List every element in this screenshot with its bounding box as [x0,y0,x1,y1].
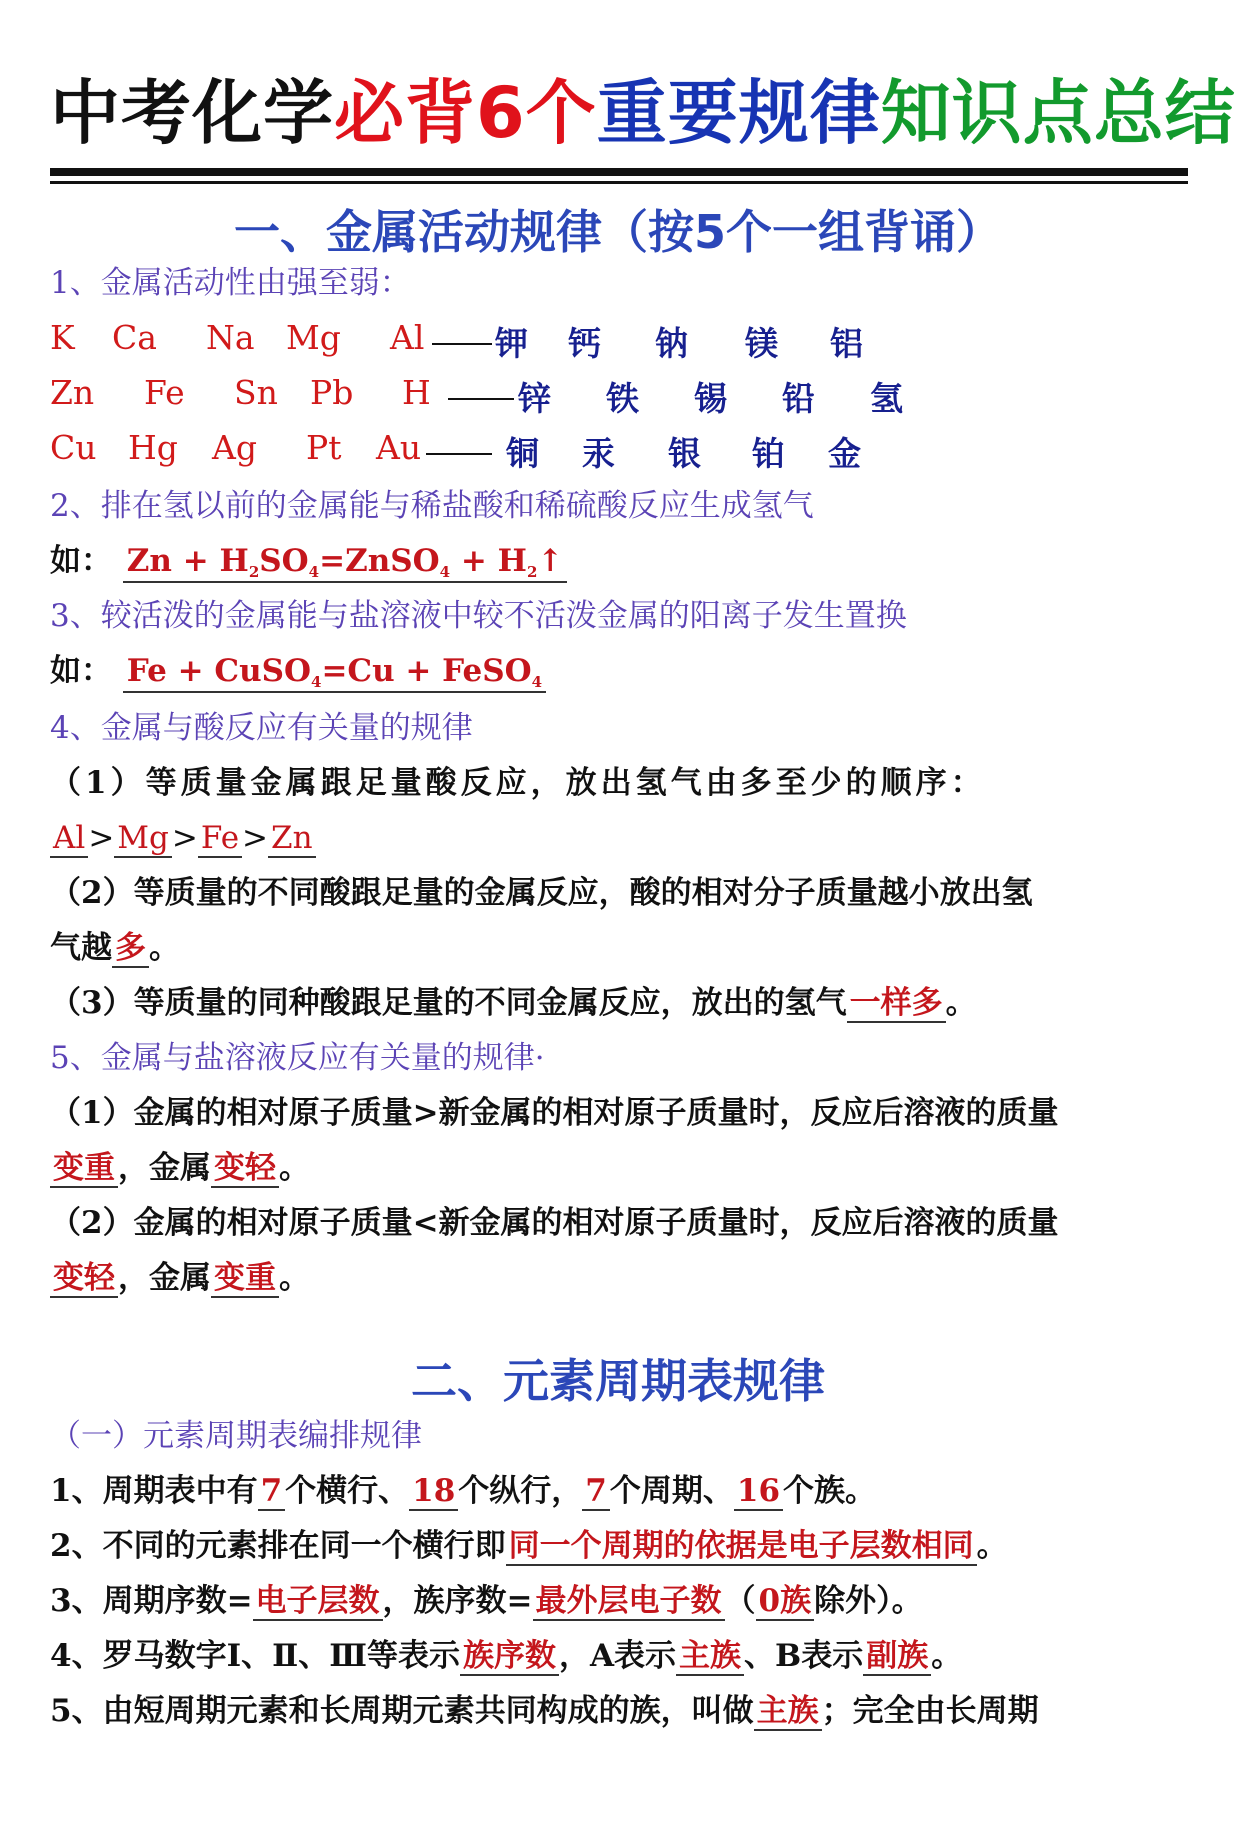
formula-sub: 4 [311,673,322,691]
example-label: 如： [50,653,112,689]
dash-line [448,398,514,400]
s1-item-5-1-cont [50,1150,310,1187]
text: 。 [931,1638,963,1674]
answer: 16 [734,1473,783,1511]
text: 个横行、 [285,1473,410,1509]
metal-name: 铁 [606,379,639,418]
metal-name: 钠 [655,324,688,363]
metal-symbol: H [402,373,431,412]
text: ，金属 [118,1150,211,1186]
text: 2、不同的元素排在同一个横行即 [50,1528,506,1564]
s1-example-1 [50,543,567,581]
answer: 18 [409,1473,458,1511]
text: ，族序数= [382,1583,533,1619]
s1-item-4-2-cont [50,930,180,967]
s2-line-5 [50,1693,1039,1730]
text: ，金属 [118,1260,211,1296]
s1-item-4-2: （2）等质量的不同酸跟足量的金属反应，酸的相对分子质量越小放出氢 [50,875,1033,911]
order-sep: > [242,820,269,856]
metal-name: 汞 [582,434,615,473]
metal-name: 钙 [568,324,601,363]
text: 。 [945,985,977,1021]
title-part-4: 知识点总结 [880,72,1236,154]
s1-item-5: 5、金属与盐溶液反应有关量的规律· [50,1040,545,1076]
section-1-heading: 一、金属活动规律（按5个一组背诵） [233,205,1002,259]
s2-subheading: （一）元素周期表编排规律 [50,1418,422,1454]
metal-name: 金 [828,434,861,473]
answer: 族序数 [460,1638,559,1676]
answer: 7 [582,1473,610,1511]
formula-sub: 4 [531,673,543,691]
text: 、B表示 [744,1638,864,1674]
text: 个周期、 [609,1473,734,1509]
title-rule-thick [50,168,1188,176]
metal-symbol: Au [376,428,422,467]
metal-name: 锡 [694,379,727,418]
answer: 主族 [676,1638,744,1676]
metal-name: 钾 [495,324,528,363]
formula-fe-cuso4 [123,653,546,693]
text: ；完全由长周期 [821,1693,1039,1729]
metal-symbol: Ag [212,428,257,467]
metal-symbol: Ca [112,318,157,357]
metal-name: 锌 [518,379,551,418]
text: ，A表示 [558,1638,677,1674]
text: 气越 [50,930,112,966]
metal-symbol: Pb [310,373,354,412]
metal-symbol: Sn [234,373,278,412]
metal-name: 银 [668,434,701,473]
order-item: Fe [198,820,242,858]
answer: 变轻 [50,1260,118,1298]
text: 除外）。 [814,1583,923,1619]
answer: 多 [112,930,149,968]
formula-part: Fe + CuSO [126,653,311,689]
text: 5、由短周期元素和长周期元素共同构成的族，叫做 [50,1693,754,1729]
s2-line-1 [50,1473,876,1510]
answer: 主族 [754,1693,822,1731]
s1-example-2 [50,653,546,691]
s1-item-4-1: （1）等质量金属跟足量酸反应，放出氢气由多至少的顺序： [50,765,986,801]
example-label: 如： [50,543,112,579]
dash-line [426,453,492,455]
s2-line-3 [50,1583,923,1620]
answer: 7 [258,1473,286,1511]
formula-part: Zn + H [126,543,249,579]
order-item: Mg [114,820,172,858]
answer: 0族 [756,1583,815,1621]
text: 个族。 [783,1473,877,1509]
metal-name: 氢 [870,379,903,418]
answer: 变重 [211,1260,279,1298]
metal-name: 铂 [752,434,785,473]
s1-item-4: 4、金属与酸反应有关量的规律 [50,710,473,746]
metal-symbol: K [50,318,75,357]
s1-order [50,820,316,857]
text: 3、周期序数= [50,1583,253,1619]
metal-symbol: Pt [306,428,342,467]
metal-symbol: Cu [50,428,97,467]
answer: 副族 [863,1638,931,1676]
answer: 同一个周期的依据是电子层数相同 [506,1528,977,1566]
formula-sub: 4 [439,563,451,581]
title-part-1: 中考化学 [50,72,334,154]
formula-part: ↑ [537,543,564,579]
metal-symbol: Mg [286,318,341,357]
s1-item-1: 1、金属活动性由强至弱： [50,265,411,301]
title-rule-thin [50,181,1188,184]
s2-line-2 [50,1528,1008,1565]
section-2-heading: 二、元素周期表规律 [411,1354,825,1408]
order-sep: > [171,820,198,856]
page-title [50,72,1236,154]
text: 1、周期表中有 [50,1473,258,1509]
metal-symbol: Al [390,318,425,357]
metal-symbol: Na [206,318,255,357]
formula-zn-h2so4 [123,543,568,583]
answer: 变轻 [211,1150,279,1188]
metal-symbol: Hg [128,428,178,467]
metal-name: 铜 [506,434,539,473]
formula-part: SO [259,543,309,579]
answer: 电子层数 [253,1583,383,1621]
metal-symbol: Zn [50,373,95,412]
s1-item-5-2-cont [50,1260,310,1297]
metal-symbol: Fe [144,373,185,412]
answer: 变重 [50,1150,118,1188]
s1-item-5-1: （1）金属的相对原子质量>新金属的相对原子质量时，反应后溶液的质量 [50,1095,1059,1131]
title-part-2: 必背6个 [334,72,597,154]
metal-name: 镁 [745,324,778,363]
text: 个纵行， [458,1473,583,1509]
metal-name: 铝 [830,324,863,363]
s1-item-3: 3、较活泼的金属能与盐溶液中较不活泼金属的阳离子发生置换 [50,598,907,634]
formula-part: =Cu + FeSO [321,653,532,689]
answer: 最外层电子数 [533,1583,725,1621]
text: 。 [976,1528,1008,1564]
order-sep: > [88,820,115,856]
formula-sub: 2 [248,563,260,581]
metal-name: 铅 [782,379,815,418]
text: 。 [279,1260,310,1296]
s1-item-2: 2、排在氢以前的金属能与稀盐酸和稀硫酸反应生成氢气 [50,488,814,524]
text: 。 [279,1150,310,1186]
formula-sub: 4 [308,563,320,581]
formula-part: =ZnSO [319,543,440,579]
order-item: Zn [268,820,316,858]
title-part-3: 重要规律 [596,72,881,154]
order-item: Al [50,820,88,858]
formula-part: + H [450,543,527,579]
s1-item-5-2: （2）金属的相对原子质量<新金属的相对原子质量时，反应后溶液的质量 [50,1205,1059,1241]
answer: 一样多 [847,985,946,1023]
s1-item-4-3 [50,985,977,1022]
dash-line [432,343,492,345]
formula-sub: 2 [526,563,538,581]
text: （3）等质量的同种酸跟足量的不同金属反应，放出的氢气 [50,985,847,1021]
s2-line-4 [50,1638,962,1675]
text: 。 [149,930,180,966]
text: 4、罗马数字Ⅰ、Ⅱ、Ⅲ等表示 [50,1638,460,1674]
text: （ [724,1583,756,1619]
